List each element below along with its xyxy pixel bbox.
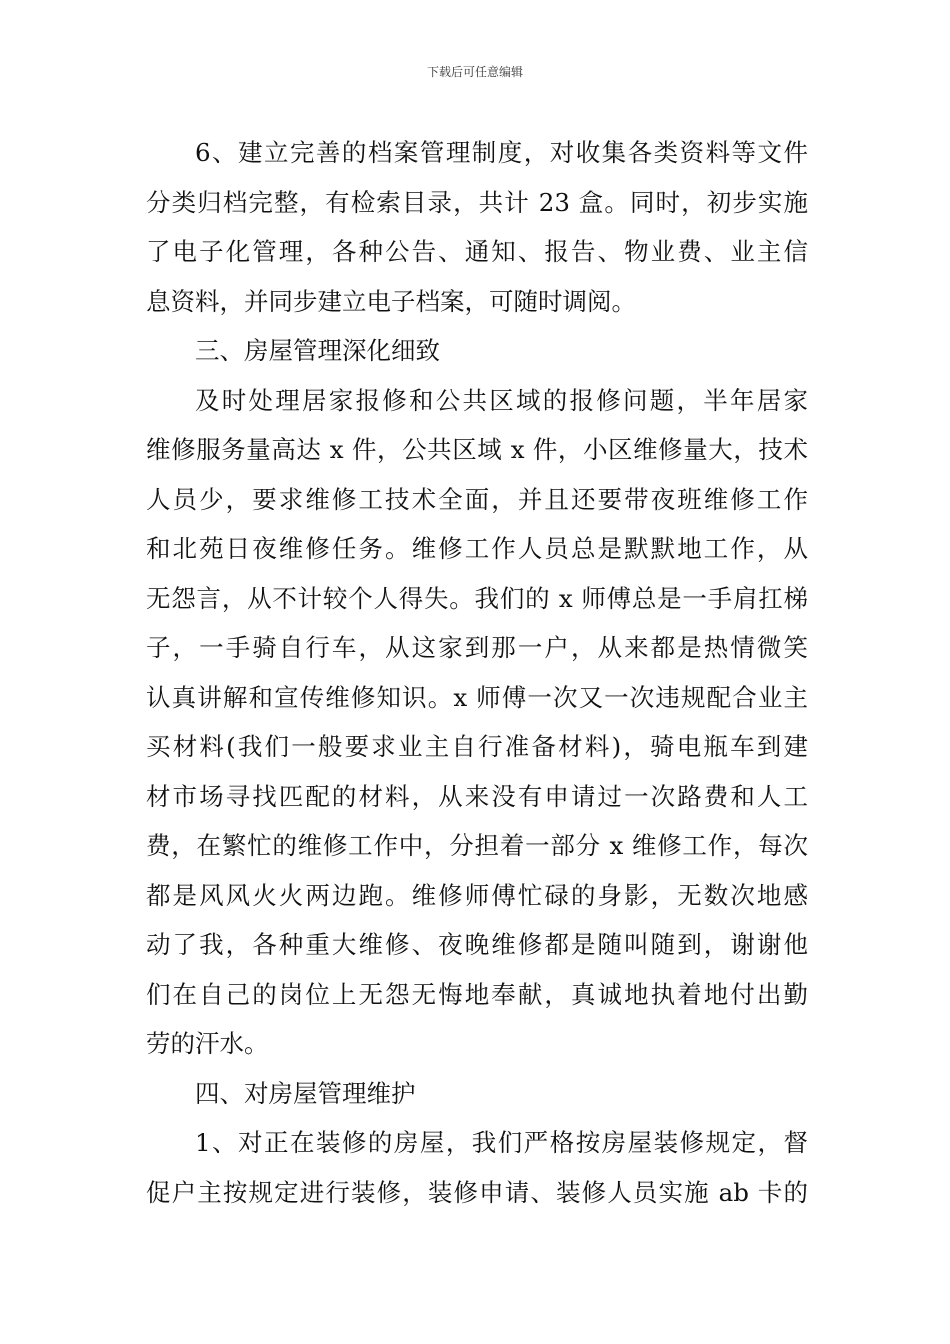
text-line: 四、对房屋管理维护 <box>195 1078 416 1108</box>
text-line: 和北苑日夜维修任务。维修工作人员总是默默地工作，从 <box>146 534 808 563</box>
text-line: 费，在繁忙的维修工作中，分担着一部分 x 维修工作，每次 <box>146 831 808 860</box>
document-body <box>146 128 808 1217</box>
text-line: 劳的汗水。 <box>146 1029 269 1058</box>
text-line: 人员少，要求维修工技术全面，并且还要带夜班维修工作 <box>146 484 808 514</box>
text-line: 无怨言，从不计较个人得失。我们的 x 师傅总是一手肩扛梯 <box>146 583 808 613</box>
page-header: 下载后可任意编辑 <box>426 65 523 79</box>
text-line: 都是风风火火两边跑。维修师傅忙碌的身影，无数次地感 <box>146 880 808 910</box>
text-line: 了电子化管理，各种公告、通知、报告、物业费、业主信 <box>146 237 808 266</box>
text-line: 息资料，并同步建立电子档案，可随时调阅。 <box>146 286 636 316</box>
text-line: 认真讲解和宣传维修知识。x 师傅一次又一次违规配合业主 <box>146 682 808 712</box>
text-line: 分类归档完整，有检索目录，共计 23 盒。同时，初步实施 <box>146 187 808 217</box>
text-line: 子，一手骑自行车，从这家到那一户，从来都是热情微笑 <box>146 633 808 662</box>
text-line: 材市场寻找匹配的材料，从来没有申请过一次路费和人工 <box>146 781 808 811</box>
text-line: 三、房屋管理深化细致 <box>195 336 440 365</box>
text-line: 买材料(我们一般要求业主自行准备材料)，骑电瓶车到建 <box>146 732 808 761</box>
text-line: 及时处理居家报修和公共区域的报修问题，半年居家 <box>195 385 808 415</box>
text-line: 1、对正在装修的房屋，我们严格按房屋装修规定，督 <box>195 1128 808 1157</box>
text-line: 6、建立完善的档案管理制度，对收集各类资料等文件 <box>195 138 808 167</box>
text-line: 维修服务量高达 x 件，公共区域 x 件，小区维修量大，技术 <box>146 435 808 464</box>
text-line: 促户主按规定进行装修，装修申请、装修人员实施 ab 卡的 <box>146 1177 808 1207</box>
text-line: 动了我，各种重大维修、夜晚维修都是随叫随到，谢谢他 <box>146 930 808 959</box>
text-line: 们在自己的岗位上无怨无悔地奉献，真诚地执着地付出勤 <box>146 979 808 1009</box>
